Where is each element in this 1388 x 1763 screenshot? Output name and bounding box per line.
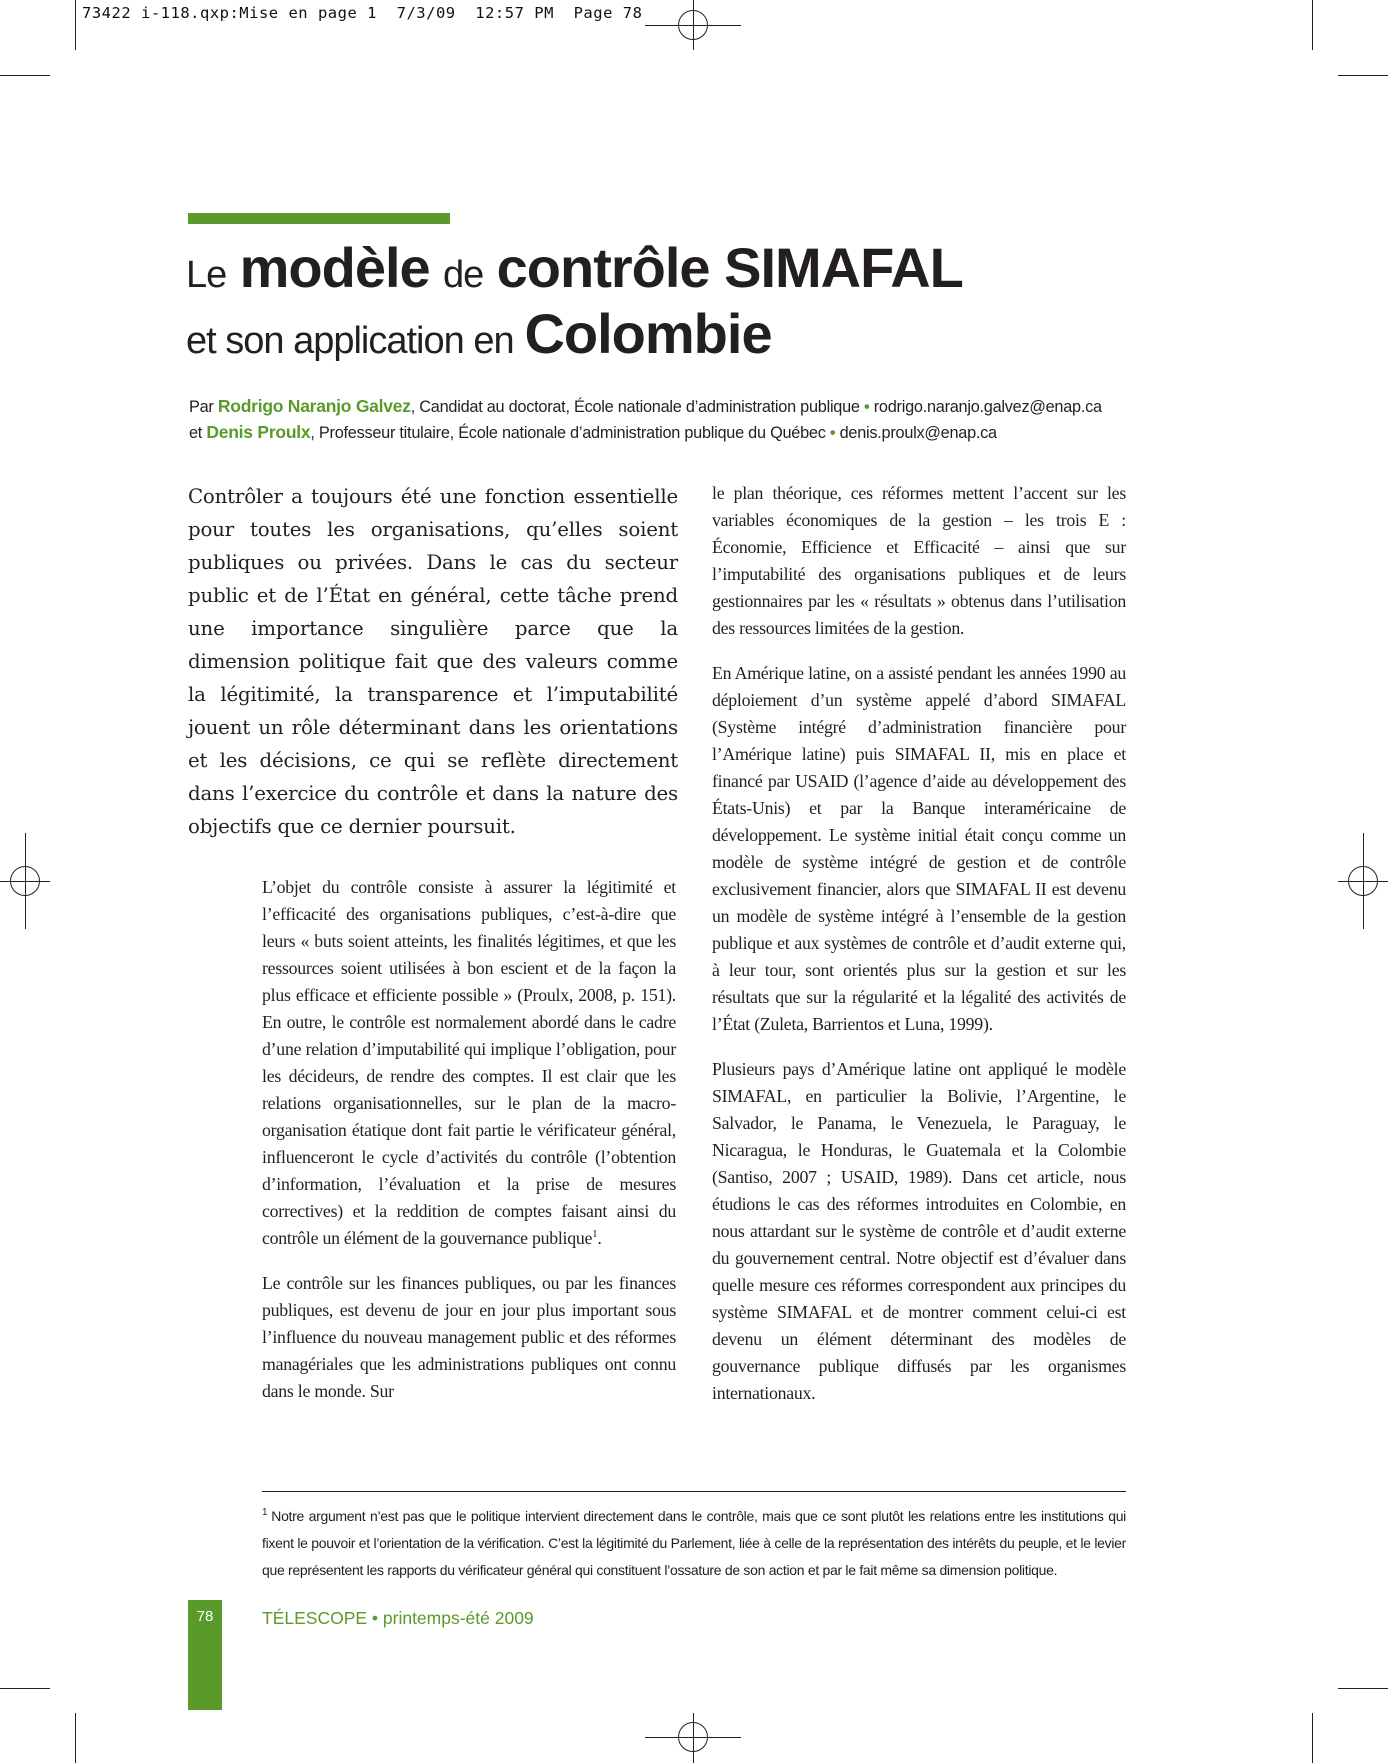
crop-mark (1312, 1713, 1313, 1763)
title-word: modèle (239, 236, 430, 299)
right-column (712, 480, 1126, 1425)
footnote-reference[interactable]: 1 (592, 1228, 598, 1241)
crop-mark (1338, 75, 1388, 76)
title-word: de (443, 254, 484, 296)
byline-par: Par (189, 398, 214, 416)
author-name: Rodrigo Naranjo Galvez (217, 396, 411, 416)
body-paragraph: Plusieurs pays d’Amérique latine ont appliqué le modèle SIMAFAL, en particulier la Bolivie, l’Argentine, le Salvador, le Panama, le Venezuela, le Paraguay, le Nicaragua, le Honduras, le Guatemala et la Colombie (Santiso, 2007 ; USAID, 1989). Dans cet article, nous étudions le cas des réformes introduites en Colombie, en nous attardant sur le système de contrôle et d’audit externe du gouvernement central. Notre objectif est d’évaluer dans quelle mesure ces réformes correspondent aux principes du système SIMAFAL et de montrer comment celui-ci est devenu un élément déterminant des modèles de gouvernance publique diffusés par les organismes internationaux. (712, 1059, 1126, 1403)
body-paragraph: En Amérique latine, on a assisté pendant les années 1990 au déploiement d’un système appelé d’abord SIMAFAL (Système intégré d’administration financière pour l’Amérique latine) puis SIMAFAL II, mis en place et financé par USAID (l’agence d’aide au développement des États-Unis) et par la Banque interaméricaine de développement. Le système initial était conçu comme un modèle de système intégré de gestion et de contrôle exclusivement financier, alors que SIMAFAL II est devenu un modèle de système intégré à l’ensemble de la gestion publique et aux systèmes de contrôle et d’audit externe qui, à leur tour, sont orientés plus sur la gestion et sur les résultats que sur la régularité et la légalité des activités de l’État (Zuleta, Barrientos et Luna, 1999). (712, 663, 1126, 1034)
crop-mark (1312, 0, 1313, 50)
article-title (186, 236, 963, 365)
page-number-box (188, 1600, 222, 1710)
crop-mark (0, 1688, 50, 1689)
title-word: contrôle SIMAFAL (496, 236, 963, 299)
footnote-number: 1 (262, 1507, 268, 1519)
title-word: Le (186, 254, 227, 296)
crop-mark (0, 75, 50, 76)
footnote-divider (262, 1491, 1126, 1492)
author-affiliation: , Professeur titulaire, École nationale d’administration publique du Québec (310, 424, 826, 442)
crop-mark (1338, 1688, 1388, 1689)
title-accent-bar (188, 213, 450, 224)
body-paragraph: le plan théorique, ces réformes mettent l’accent sur les variables économiques de la gestion – les trois E : Économie, Efficience et Efficacité – ainsi que sur l’imputabilité des organisations publiques et de leurs gestionnaires par les « résultats » obtenus dans l’utilisation des ressources limitées de la gestion. (712, 483, 1126, 638)
byline-author-2 (189, 420, 1149, 446)
crop-mark (75, 1713, 76, 1763)
page-number: 78 (196, 1608, 214, 1625)
body-paragraph: Le contrôle sur les finances publiques, ou par les finances publiques, est devenu de jour en jour plus important sous l’influence du nouveau management public et des réformes managériales que les administrations publiques ont connu dans le monde. Sur (262, 1273, 676, 1401)
byline-author-1 (189, 394, 1149, 420)
left-column (262, 874, 676, 1423)
bullet-separator: • (864, 398, 870, 416)
title-word: et son application en (186, 320, 514, 362)
printer-slug: 73422 i-118.qxp:Mise en page 1 7/3/09 12:57 PM Page 78 (82, 4, 643, 22)
body-paragraph: L’objet du contrôle consiste à assurer la légitimité et l’efficacité des organisations publiques, c’est-à-dire que leurs « buts soient atteints, les finalités légitimes, et que les ressources soient utilisées à bon escient et de la façon la plus efficace et efficiente possible » (Proulx, 2008, p. 151). En outre, le contrôle est normalement abordé dans le cadre d’une relation d’imputabilité qui implique l’obligation, pour les décideurs, de rendre des comptes. Il est clair que les relations organisationnelles, sur le plan de la macro-organisation étatique dont fait partie le vérificateur général, influenceront le cycle d’activités du contrôle (l’obtention d’information, l’évaluation et la prise de mesures correctives) et la reddition de comptes faisant ainsi du contrôle un élément de la gouvernance publique$^1$. (262, 877, 676, 1248)
author-email[interactable]: denis.proulx@enap.ca (839, 424, 997, 442)
author-email[interactable]: rodrigo.naranjo.galvez@enap.ca (873, 398, 1102, 416)
footnote-text: Notre argument n’est pas que le politique intervient directement dans le contrôle, mais que ce sont plutôt les relations entre les institutions qui fixent le pouvoir et l’orientation de la vérification. C’est la légitimité du Parlement, liée à celle de la représentation des intérêts du peuple, et le levier que représentent les rapports du vérificateur général qui constituent l’ossature de son action et par le fait même sa dimension politique. (262, 1508, 1126, 1578)
byline (189, 394, 1149, 446)
bullet-separator: • (829, 424, 836, 442)
title-word: Colombie (524, 302, 772, 365)
footnote (262, 1503, 1126, 1584)
byline-et: et (189, 424, 203, 442)
author-name: Denis Proulx (206, 422, 311, 442)
journal-name: TÉLESCOPE • printemps-été 2009 (262, 1608, 534, 1628)
crop-mark (75, 0, 76, 50)
author-affiliation: , Candidat au doctorat, École nationale d’administration publique (410, 398, 860, 416)
lead-paragraph: Contrôler a toujours été une fonction essentielle pour toutes les organisations, qu’elles soient publiques ou privées. Dans le cas du secteur public et de l’État en général, cette tâche prend une importance singulière parce que la dimension politique fait que des valeurs comme la légitimité, la transparence et l’imputabilité jouent un rôle déterminant dans les orientations et les décisions, ce qui se reflète directement dans l’exercice du contrôle et dans la nature des objectifs que ce dernier poursuit. (188, 485, 678, 838)
